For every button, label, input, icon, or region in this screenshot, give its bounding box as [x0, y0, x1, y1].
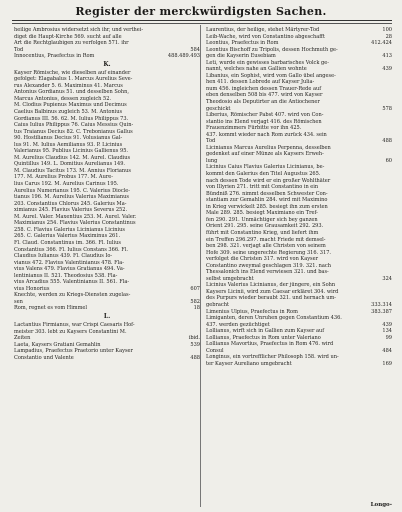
entry-text: Leontius Bischoff zu Tripolis, dessen Hochmuth ge- [206, 46, 338, 53]
entry-text: Knechte, werden zu Kriegs-Diensten zugelas- [14, 292, 131, 299]
entry-text: tianus 196. M. Aurelius Valerius Maximianus [14, 194, 129, 201]
entry-text: ter Kayser Aureliano umgebracht [206, 360, 292, 367]
title-rule [12, 20, 392, 21]
entry-text: Lollianus Mavortius, Praefectus in Rom 476. wird [206, 341, 334, 348]
entry-text: M. Claudius Tacitus 173. M. Annius Florianus [14, 167, 131, 174]
entry-text: 203. Constantius Chlorus 245. Galerius Ma- [14, 200, 127, 207]
page-reference: 100 [382, 27, 392, 33]
entry-text: Antonius Gordianus 51. und desselben Sohn, [14, 89, 129, 96]
entry-text: Leontius, Praefectus in Rom [206, 40, 279, 47]
entry-text: gebracht [206, 301, 229, 308]
entry-text: meister 303. lebt zu Kaysers Constantini M. [14, 328, 127, 335]
page-reference: 134 [382, 328, 392, 335]
entry-text: nannt, welches nahe an Gallien wohnte [206, 66, 307, 73]
entry-text: Caelius Balbinus zugleich 53. M. Antonius [14, 109, 123, 116]
entry-text: Claudius Iulianus 439. Fl. Claudius Io- [14, 253, 113, 260]
entry-text: lius Carus 192. M. Aurelius Carinus 195. [14, 181, 119, 188]
entry-text: gen die Kayserin Eusebiam [206, 53, 276, 60]
entry-text: Innocentius, Praefectus in Rom [14, 53, 95, 60]
page-reference: 578 [382, 105, 392, 112]
entry-text: Bündniß 276. nimmt desselben Schwester Con- [206, 190, 328, 197]
entry-text: fen 290. 291. Unmächtiger sich bey ganzen [206, 216, 318, 223]
page-reference: 412.424 [371, 40, 392, 47]
entry-text: Tod [206, 138, 216, 145]
entry-text: Limiganten, deren Unruhen gegen Constantium 436. [206, 315, 342, 322]
entry-text: Leti, wurde ein gewisses barbarisches Volck ge- [206, 59, 329, 66]
entry-text: Laeta, Kaysers Gratiani Gemahlin [14, 341, 101, 348]
entry-text: 90. Hostilianus Decius 91. Volusianus Gal- [14, 135, 123, 142]
index-entry [14, 355, 200, 362]
entry-text: Art die Rechtglaubigen zu verfolgen 571. ihr [14, 40, 129, 47]
entry-text: eben denselben 508 bis 477. wird von Kayser [206, 92, 323, 99]
entry-text: Consul [206, 347, 224, 354]
entry-text: Liberius, Römischer Pabst 407. wird von Con- [206, 112, 324, 119]
entry-text: in Krieg verwickelt 285. besiegt ihn zum ersten [206, 203, 328, 210]
entry-text: von Illyrien 271. tritt mit Constantino in ein [206, 184, 319, 191]
entry-text: ximianus 245. Flavius Valerius Severus 252. [14, 207, 128, 214]
page-reference: 60 [385, 157, 392, 164]
entry-text: Licinianus Marcus Aurelius Perpenna, desselben [206, 144, 331, 151]
entry-text: nach dessen Tode wird er ein großer Wohlthäter [206, 177, 331, 184]
entry-text: M. Aurelius Claudius 142. M. Aurel. Claudius [14, 154, 131, 161]
page-reference: 333.314 [371, 301, 392, 308]
entry-text: Kaysers Licinii, wird zum Caesar erkläret 304. wird [206, 288, 339, 295]
entry-text: Constantino zweymal geschlagen 319. 321. nach [206, 262, 331, 269]
entry-text: Theodosio als Deputirter an die Antiochener [206, 99, 320, 106]
entry-text: gedenket auf einer Münze als Kaysers Erweh- [206, 151, 324, 158]
section-letter: K. [103, 60, 111, 68]
entry-text: Tod [14, 46, 24, 53]
entry-text: Licinius Valerius Licinianus, der jüngere, ein Sohn [206, 282, 336, 289]
right-column [206, 27, 392, 367]
entry-text: des Purpurs wieder beraubt 321. und hernach um- [206, 295, 336, 302]
title-rule-thin [12, 23, 392, 24]
page-reference: 439 [382, 321, 392, 328]
entry-text: verfolget die Christen 317. wird von Kayser [206, 256, 319, 263]
page-reference: 607 [190, 285, 200, 292]
entry-text: Rom, regnet es vom Himmel [14, 305, 87, 312]
page-reference: 99 [385, 334, 392, 341]
entry-text: M. Clodius Pupienus Maximus und Decimus [14, 102, 127, 109]
entry-text: heilige Ambrosius widersetzt sich ihr, und verthei- [14, 27, 144, 33]
entry-text: stantiam zur Gemahlin 284. wird mit Maximino [206, 197, 328, 204]
section-letter: L. [103, 312, 111, 320]
entry-text: num 456. ingleichen dessen Trauer-Rede auf [206, 85, 322, 92]
entry-text: 437. werden gezüchtiget [206, 321, 270, 328]
entry-text: 265. C. Galerius Valerius Maximinus 261. [14, 233, 121, 240]
entry-text: Zeiten [14, 335, 31, 342]
page-reference: ibid. [188, 335, 200, 342]
entry-text: lentinianus II. 521. Theodosius 538. Fla- [14, 272, 118, 279]
entry-text: sen [14, 298, 23, 305]
entry-text: Libanius, ein Sophist, wird vom Gallo übel angese- [206, 72, 336, 79]
entry-text: diget die Haupt-Kirche 569. sucht auf alle [14, 33, 122, 40]
page-reference: 484 [382, 347, 392, 354]
entry-text: Longinus, ein vortrefflicher Philosoph 158. wird un- [206, 354, 339, 361]
page-reference: 439 [382, 66, 392, 73]
page-reference: 413 [382, 53, 392, 60]
entry-text: 437. kommt wieder nach Rom zurück 434. sein [206, 131, 327, 138]
page-reference: 539 [190, 341, 200, 348]
entry-text: stantio ins Elend verjagt 416. des Römischen [206, 118, 322, 125]
entry-text: gefolget: Elagabalus 1. Marcus Aurelius Seve- [14, 76, 133, 83]
entry-text: Lollianus, wirft sich in Gallien zum Kayser auf [206, 328, 325, 335]
entry-text: Laurentius, der heilige, stehet Märtyrer-Tod [206, 27, 320, 33]
page-reference: 488 [382, 138, 392, 145]
page-reference: 488 [190, 354, 200, 361]
entry-text: Lollianus, Praefectus in Rom unter Valeriano [206, 334, 321, 341]
entry-text: Marcus Antonius, dessen zugleich 52. [14, 95, 112, 102]
entry-text: lus 91. M. Iulius Aemilianus 93. P. Licinius [14, 141, 123, 148]
entry-text: Kayser Römische, wie dieselben auf einander [14, 69, 131, 76]
entry-text: Orient 291. 295. seine Grausamkeit 292. 293. [206, 223, 324, 230]
entry-text: rus Alexander 5. 6. Maximinus 41. Marcus [14, 82, 123, 89]
page-title: Register der merckwürdigsten Sachen. [75, 5, 327, 18]
entry-text: Quintillus 149. L. Domitius Aurelianus 149. [14, 161, 126, 168]
entry-text: Licinius Caius Flavius Galerius Licinianus, be- [206, 164, 325, 171]
entry-text: Valerianus 95. Publius Licinius Gallienus 95. [14, 148, 129, 155]
page-reference: 28 [385, 33, 392, 40]
page-reference: 383.387 [371, 308, 392, 315]
entry-text: vius Valens 479. Flavius Gratianus 494. Va- [14, 266, 125, 273]
page-reference: 18 [193, 305, 200, 312]
entry-text: Constantio und Valente [14, 354, 74, 361]
entry-text: geschickt [206, 105, 231, 112]
entry-text: ein Treffen 296.297. macht Friede mit demsel- [206, 236, 326, 243]
entry-text: Leib-Wache, wird von Constantino abgeschafft [206, 33, 325, 40]
entry-text: Limenius Ulpius, Praefectus in Rom [206, 308, 298, 315]
entry-text: M. Aurel. Valer. Maxentius 253. M. Aurel. Valer. [14, 213, 137, 220]
page-reference: 169 [382, 360, 392, 367]
entry-text: Male 289. 285. besiegt Maximiano ein Tref- [206, 210, 318, 217]
column-divider [200, 25, 201, 507]
entry-text: 258. C. Flavius Galerius Licinianus Licinius [14, 226, 125, 233]
index-entry [14, 53, 200, 60]
catchword: Longo- [370, 502, 392, 508]
entry-text: führt mit Constantino Krieg, und liefert ihm [206, 229, 319, 236]
entry-text: Maximianus 254. Flavius Valerius Constantinus [14, 220, 136, 227]
entry-text: 177. M. Aurelius Probus 177. M. Aure- [14, 174, 113, 181]
entry-text: selbst umgebracht [206, 275, 254, 282]
entry-text: Thessalonich ins Elend verwiesen 321. und bas- [206, 269, 329, 276]
entry-text: Gordianus III. 56. 62. M. Iulius Philippus 73. [14, 115, 129, 122]
entry-text: Lactantius Firmianus, war Crispi Caesaris Hof- [14, 321, 135, 328]
left-column [14, 27, 200, 361]
entry-text: Aurelius Numerianus 195. C. Valerius Diocle- [14, 187, 130, 194]
entry-text: Frauenzimmers Fürbitte vor ihn 425. [206, 125, 302, 132]
entry-text: kommt den Galerius den Titel Augustus 265. [206, 171, 321, 178]
entry-text: vius Honorius [14, 285, 50, 292]
entry-text: tus Traianus Decius 82. C. Trebonianus Gallus [14, 128, 133, 135]
entry-text: Fl. Claud. Constantinus im. 366. Fl. Iulius [14, 239, 121, 246]
entry-text: vius Arcadius 555. Valentinianus II. 561. Fla- [14, 279, 130, 286]
entry-text: Hofe 309. seine ungerechte Regierung 316. 317. [206, 249, 332, 256]
page-reference: 324 [382, 275, 392, 282]
entry-text: lung [206, 157, 218, 164]
page-reference: 488.489.493 [167, 53, 200, 60]
index-entry [206, 361, 392, 368]
index-entry [14, 305, 200, 312]
entry-text: Lampadius, Praefectus Praetorio unter Kayser [14, 348, 133, 355]
entry-text: vianus 472. Flavius Valentinianus 478. Fla- [14, 259, 124, 266]
entry-text: ben 298. 321. verjagt alle Christen von seinem [206, 243, 326, 250]
entry-text: Constantius 366. Fl. Iulius Constans 366. Fl. [14, 246, 128, 253]
entry-text: hen 411. dessen Lobrede auf Kayser Julia- [206, 79, 315, 86]
page-reference: 584 [190, 46, 200, 53]
entry-text: Caius Iulius Philippus 76. Caius Messius Quin- [14, 122, 134, 129]
page-reference: 582 [190, 298, 200, 305]
